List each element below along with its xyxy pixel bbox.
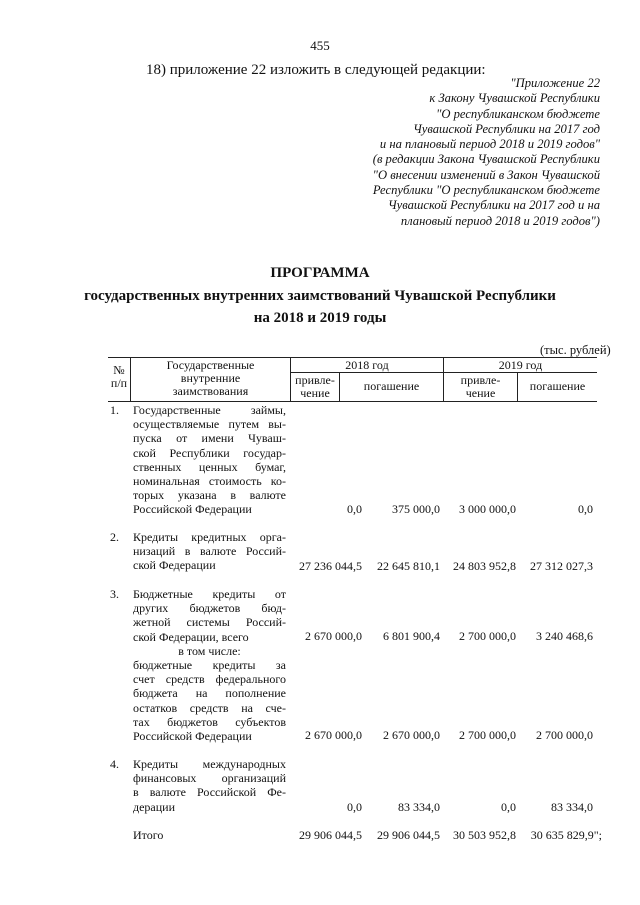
- document-period: на 2018 и 2019 годы: [253, 310, 387, 326]
- header-bottom-border: [108, 401, 597, 402]
- value-repay-2018: 6 801 900,4: [383, 629, 440, 643]
- value-repay-2018: 22 645 810,1: [377, 559, 440, 573]
- header-2018: 2018 год: [345, 358, 389, 372]
- value-repay-2019: 3 240 468,6: [536, 629, 593, 643]
- value-repay-2019: 27 312 027,3: [530, 559, 593, 573]
- units-label: (тыс. рублей): [540, 343, 611, 357]
- appendix-line: Чувашской Республики на 2017 год: [413, 121, 600, 136]
- row-name: Кредиты кредитных орга- низаций в валюте Россий- ской Федерации: [133, 530, 286, 573]
- total-attract-2018: 29 906 044,5: [299, 828, 362, 842]
- value-attract-2019: 2 700 000,0: [459, 629, 516, 643]
- intro-text: 18) приложение 22 изложить в следующей редакции:: [146, 62, 486, 78]
- header-repay-2019: погашение: [529, 379, 586, 393]
- row-name: Бюджетные кредиты от других бюджетов бюд- жетной системы Россий- ской Федерации, всего в том числе: бюджетные кредиты за счет средств федерального бюджета на пополнение остатков средств на сче- тах бюджетов субъектов Российской Федерации: [133, 587, 286, 744]
- value-attract-2019: 24 803 952,8: [453, 559, 516, 573]
- total-repay-2018: 29 906 044,5: [377, 828, 440, 842]
- header-2019: 2019 год: [498, 358, 543, 372]
- value-attract-2018: 0,0: [347, 800, 362, 814]
- header-repay-2018: погашение: [363, 379, 420, 393]
- appendix-line: и на плановый период 2018 и 2019 годов": [379, 137, 600, 152]
- total-label: Итого: [133, 828, 164, 842]
- appendix-line: "О внесении изменений в Закон Чувашской: [372, 167, 600, 182]
- row-name: Кредиты международных финансовых организаций в валюте Российской Фе- дерации: [133, 757, 286, 814]
- row-number: 4.: [110, 757, 119, 771]
- header-name: Государственные внутренние заимствования: [166, 358, 255, 398]
- row-number: 2.: [110, 530, 119, 544]
- header-attract-2019: привле- чение: [460, 373, 501, 400]
- header-num: № п/п: [110, 363, 128, 390]
- appendix-line: Республики "О республиканском бюджете: [372, 183, 600, 198]
- subvalue-attract-2019: 2 700 000,0: [459, 728, 516, 742]
- value-repay-2019: 83 334,0: [551, 800, 593, 814]
- appendix-line: "Приложение 22: [510, 76, 600, 90]
- value-attract-2018: 0,0: [347, 502, 362, 516]
- subvalue-attract-2018: 2 670 000,0: [305, 728, 362, 742]
- value-attract-2019: 3 000 000,0: [459, 502, 516, 516]
- document-subtitle: государственных внутренних заимствований Чувашской Республики: [84, 288, 556, 304]
- value-repay-2018: 375 000,0: [392, 502, 440, 516]
- header-attract-2018: привле- чение: [295, 373, 335, 400]
- sub-heading: в том числе:: [178, 643, 241, 658]
- row-name: Государственные займы, осуществляемые путем вы- пуска от имени Чуваш- ской Республики государ- ственных ценных бумаг, номинальная стоимость ко- торых указана в валюте Российской Федерации: [133, 403, 286, 517]
- appendix-reference: [300, 76, 600, 229]
- value-attract-2018: 2 670 000,0: [305, 629, 362, 643]
- page-number: 455: [310, 38, 330, 53]
- appendix-line: (в редакции Закона Чувашской Республики: [372, 152, 600, 167]
- appendix-line: плановый период 2018 и 2019 годов"): [400, 213, 600, 228]
- value-attract-2019: 0,0: [501, 800, 516, 814]
- row-number: 1.: [110, 403, 119, 417]
- value-repay-2019: 0,0: [578, 502, 593, 516]
- total-attract-2019: 30 503 952,8: [453, 828, 516, 842]
- value-attract-2018: 27 236 044,5: [299, 559, 362, 573]
- value-repay-2018: 83 334,0: [398, 800, 440, 814]
- appendix-line: "О республиканском бюджете: [436, 106, 600, 121]
- subvalue-repay-2018: 2 670 000,0: [383, 728, 440, 742]
- appendix-line: к Закону Чувашской Республики: [429, 91, 600, 106]
- total-repay-2019: 30 635 829,9";: [530, 828, 602, 842]
- document-title: ПРОГРАММА: [270, 265, 370, 281]
- subvalue-repay-2019: 2 700 000,0: [536, 728, 593, 742]
- appendix-line: Чувашской Республики на 2017 год и на: [387, 198, 600, 213]
- row-number: 3.: [110, 587, 119, 601]
